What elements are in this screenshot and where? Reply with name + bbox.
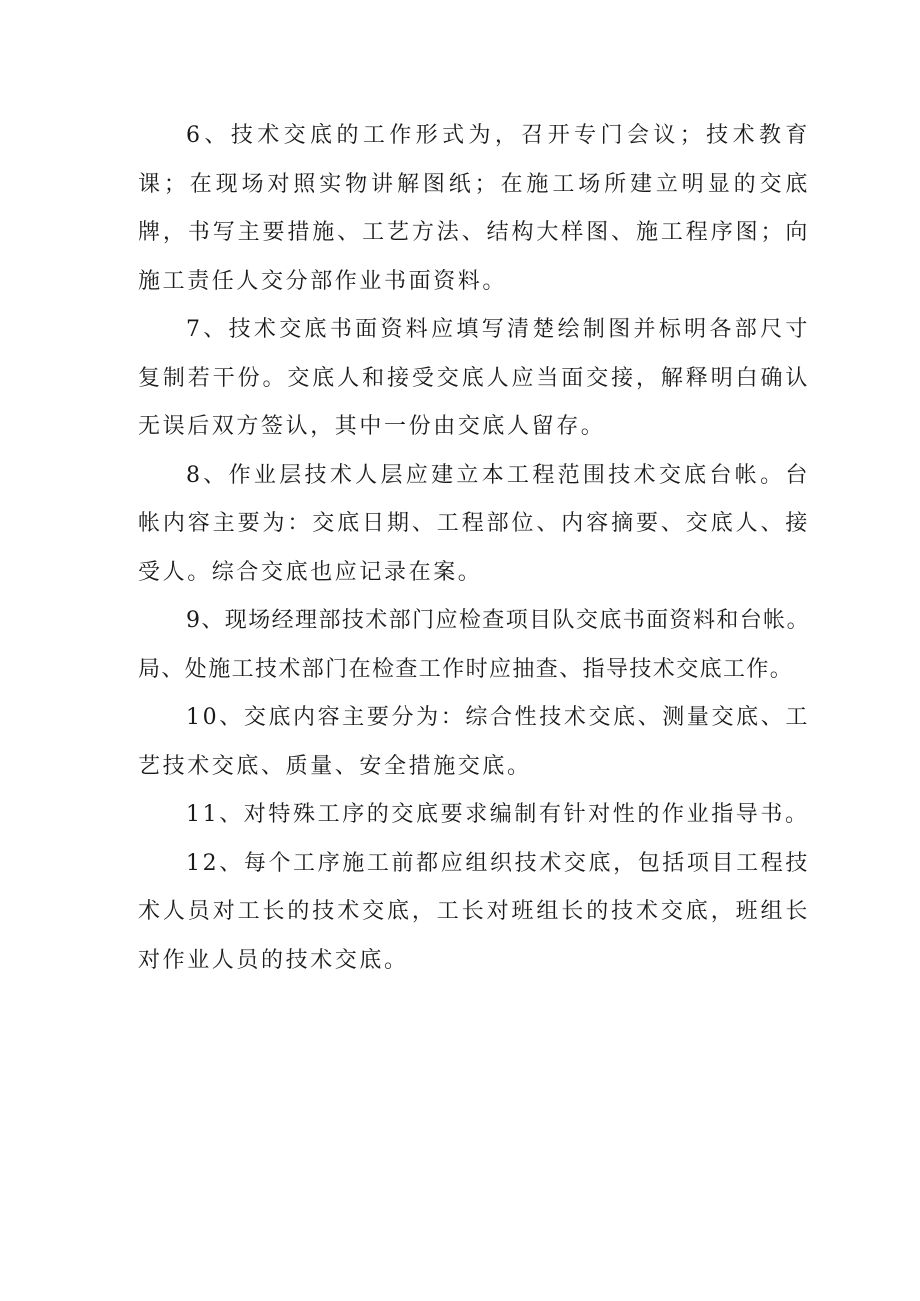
document-body	[138, 112, 810, 985]
paragraph-11: 11、对特殊工序的交底要求编制有针对性的作业指导书。	[186, 802, 810, 827]
paragraph-12: 12、每个工序施工前都应组织技术交底，包括项目工程技术人员对工长的技术交底，工长对班组长的技术交底，班组长对作业人员的技术交底。	[138, 850, 810, 973]
paragraph-8: 8、作业层技术人层应建立本工程范围技术交底台帐。台帐内容主要为：交底日期、工程部位、内容摘要、交底人、接受人。综合交底也应记录在案。	[138, 462, 810, 585]
paragraph-9: 9、现场经理部技术部门应检查项目队交底书面资料和台帐。局、处施工技术部门在检查工作时应抽查、指导技术交底工作。	[138, 608, 810, 682]
paragraph-7: 7、技术交底书面资料应填写清楚绘制图并标明各部尺寸复制若干份。交底人和接受交底人应当面交接，解释明白确认无误后双方签认，其中一份由交底人留存。	[138, 317, 810, 439]
paragraph-10: 10、交底内容主要分为：综合性技术交底、测量交底、工艺技术交底、质量、安全措施交底。	[138, 705, 810, 779]
paragraph-6: 6、技术交底的工作形式为，召开专门会议；技术教育课；在现场对照实物讲解图纸；在施工场所建立明显的交底牌，书写主要措施、工艺方法、结构大样图、施工程序图；向施工责任人交分部作业书面资料。	[138, 123, 810, 294]
